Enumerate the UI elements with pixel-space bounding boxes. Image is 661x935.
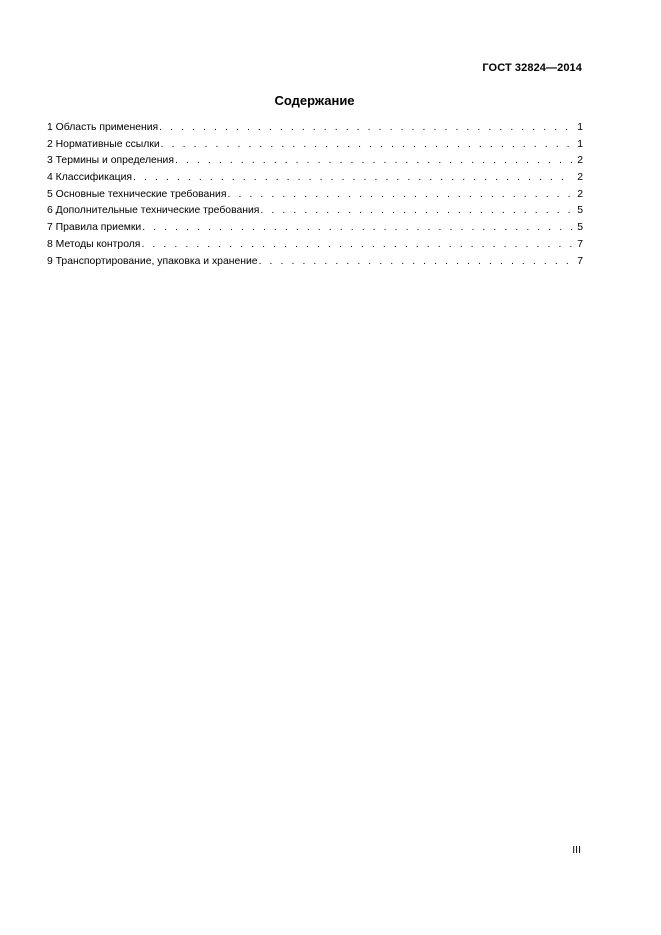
toc-entry-page: 2 — [577, 188, 583, 200]
document-standard-code: ГОСТ 32824—2014 — [482, 62, 582, 74]
toc-entry-page: 2 — [577, 172, 583, 184]
toc-entry-label: 1 Область применения — [47, 122, 159, 133]
toc-entry[interactable] — [47, 187, 583, 204]
toc-entry-page: 1 — [577, 138, 583, 150]
toc-dot-leader — [159, 120, 573, 137]
toc-entry-label: 8 Методы контроля — [47, 238, 141, 250]
toc-entry[interactable] — [47, 220, 583, 237]
toc-entry-label: 4 Классификация — [47, 172, 133, 184]
toc-entry-page: 5 — [577, 222, 583, 234]
toc-entry-page: 2 — [577, 155, 583, 167]
toc-entry-label: 7 Правила приемки — [47, 222, 142, 234]
toc-entry[interactable] — [47, 153, 583, 170]
toc-entry-label: 9 Транспортирование, упаковка и хранение — [47, 255, 258, 267]
toc-title: Содержание — [274, 93, 355, 108]
toc-dot-leader — [259, 254, 574, 271]
toc-entry[interactable] — [47, 170, 583, 187]
toc-entry[interactable] — [47, 137, 583, 154]
toc-entry-label: 2 Нормативные ссылки — [47, 138, 160, 150]
toc-entry-page: 1 — [577, 122, 583, 133]
toc-entry-label: 5 Основные технические требования — [47, 188, 227, 200]
toc-entry-page: 7 — [577, 238, 583, 250]
toc-entry-page: 5 — [577, 205, 583, 217]
toc-entry-label: 3 Термины и определения — [47, 155, 174, 167]
toc-entry[interactable] — [47, 120, 583, 137]
toc-entry[interactable] — [47, 203, 583, 220]
toc-entry[interactable] — [47, 237, 583, 254]
toc-dot-leader — [227, 187, 573, 204]
toc-dot-leader — [133, 170, 573, 187]
table-of-contents — [47, 120, 583, 270]
toc-dot-leader — [142, 220, 573, 237]
toc-dot-leader — [175, 153, 573, 170]
toc-entry-label: 6 Дополнительные технические требования — [47, 205, 260, 217]
page-number: III — [572, 844, 581, 856]
toc-dot-leader — [161, 137, 574, 154]
toc-entry-page: 7 — [577, 255, 583, 267]
toc-entry[interactable] — [47, 254, 583, 271]
toc-dot-leader — [260, 203, 573, 220]
toc-dot-leader — [141, 237, 573, 254]
